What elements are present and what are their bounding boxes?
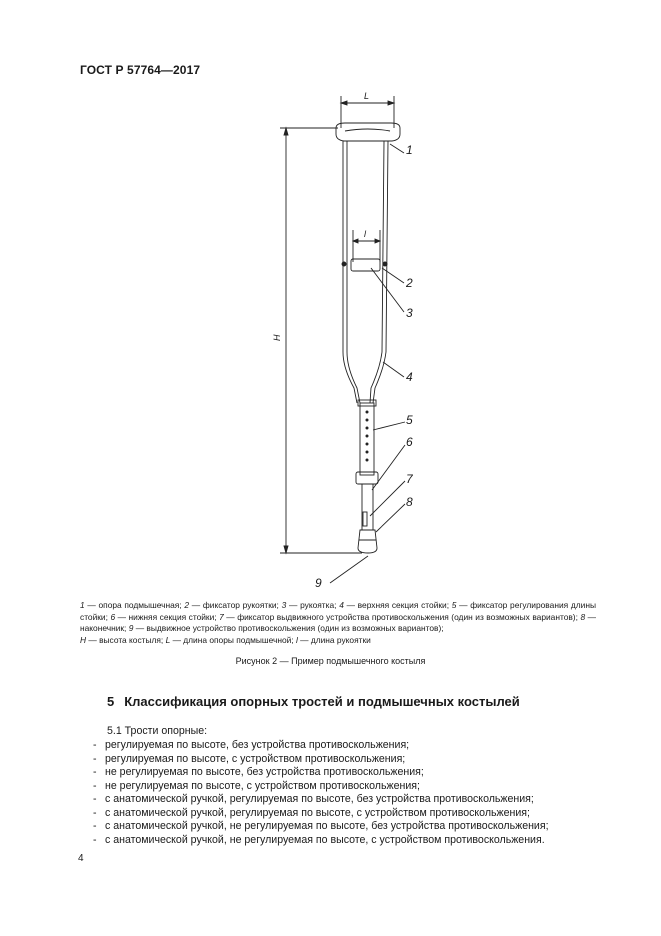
legend-item: H — высота костыля; — [80, 634, 166, 645]
legend-item: 8 — наконечник; — [80, 611, 596, 634]
list-item: - с анатомической ручкой, регулируемая по высоте, без устройства противоскольжения; — [93, 793, 534, 805]
lower-tube — [360, 403, 374, 475]
callout-6: 6 — [406, 435, 413, 449]
list-item: - не регулируемая по высоте, без устройства противоскольжения; — [93, 766, 424, 778]
figure-legend — [80, 600, 596, 646]
dimension-L-label: L — [364, 91, 370, 101]
callout-8: 8 — [406, 495, 413, 509]
list-item: - регулируемая по высоте, с устройством противоскольжения; — [93, 752, 406, 765]
list-item: - регулируемая по высоте, без устройства противоскольжения; — [93, 739, 410, 751]
anti-slip-lock — [363, 512, 367, 526]
adjustment-holes — [366, 411, 369, 462]
dimension-l-label: l — [364, 229, 366, 239]
callout-4: 4 — [406, 370, 413, 384]
section-title: Классификация опорных тростей и подмышечных костылей — [124, 694, 520, 709]
legend-item: 3 — рукоятка; — [281, 600, 340, 610]
list-item: - с анатомической ручкой, не регулируемая по высоте, без устройства противоскольжения; — [93, 820, 549, 832]
callout-1: 1 — [406, 143, 413, 157]
upper-frame-left — [343, 141, 357, 403]
callout-9: 9 — [315, 576, 322, 590]
page-number: 4 — [78, 853, 84, 864]
legend-item: L — длина опоры подмышечной; — [165, 634, 296, 645]
list-item: - не регулируемая по высоте, с устройством противоскольжения; — [93, 779, 420, 792]
figure-caption: Рисунок 2 — Пример подмышечного костыля — [235, 656, 426, 666]
subsection-heading: 5.1 Трости опорные: — [107, 725, 208, 737]
legend-item: 2 — фиксатор рукоятки; — [184, 600, 282, 610]
legend-item: 6 — нижняя секция стойки; — [110, 611, 220, 622]
handle — [351, 259, 380, 271]
callout-3: 3 — [406, 306, 413, 320]
list-item: - с анатомической ручкой, регулируемая по высоте, с устройством противоскольжения; — [93, 806, 530, 819]
length-lock — [356, 472, 378, 484]
dimension-H-label: H — [272, 334, 282, 341]
list-item: - с анатомической ручкой, не регулируемая по высоте, с устройством противоскольжения. — [93, 833, 545, 846]
section-number: 5 — [107, 694, 115, 709]
legend-item: 5 — фиксатор регулирования длины стойки; — [80, 600, 596, 622]
callout-2: 2 — [406, 276, 413, 290]
section-heading — [107, 694, 520, 709]
callout-7: 7 — [406, 472, 413, 486]
legend-item: 4 — верхняя секция стойки; — [339, 600, 452, 610]
callout-5: 5 — [406, 413, 413, 427]
legend-item: l — длина рукоятки — [295, 634, 371, 645]
document-header: ГОСТ Р 57764—2017 — [80, 63, 201, 77]
legend-item: 7 — фиксатор выдвижного устройства противоскольжения (один из возможных вариантов); — [219, 611, 581, 622]
tip — [358, 530, 377, 553]
handle-lock — [342, 262, 346, 266]
legend-item: 9 — выдвижное устройство противоскольжения (один из возможных вариантов); — [128, 623, 444, 634]
legend-item: 1 — опора подмышечная; — [80, 600, 185, 610]
classification-list — [93, 739, 549, 847]
axillary-pad — [336, 123, 400, 141]
